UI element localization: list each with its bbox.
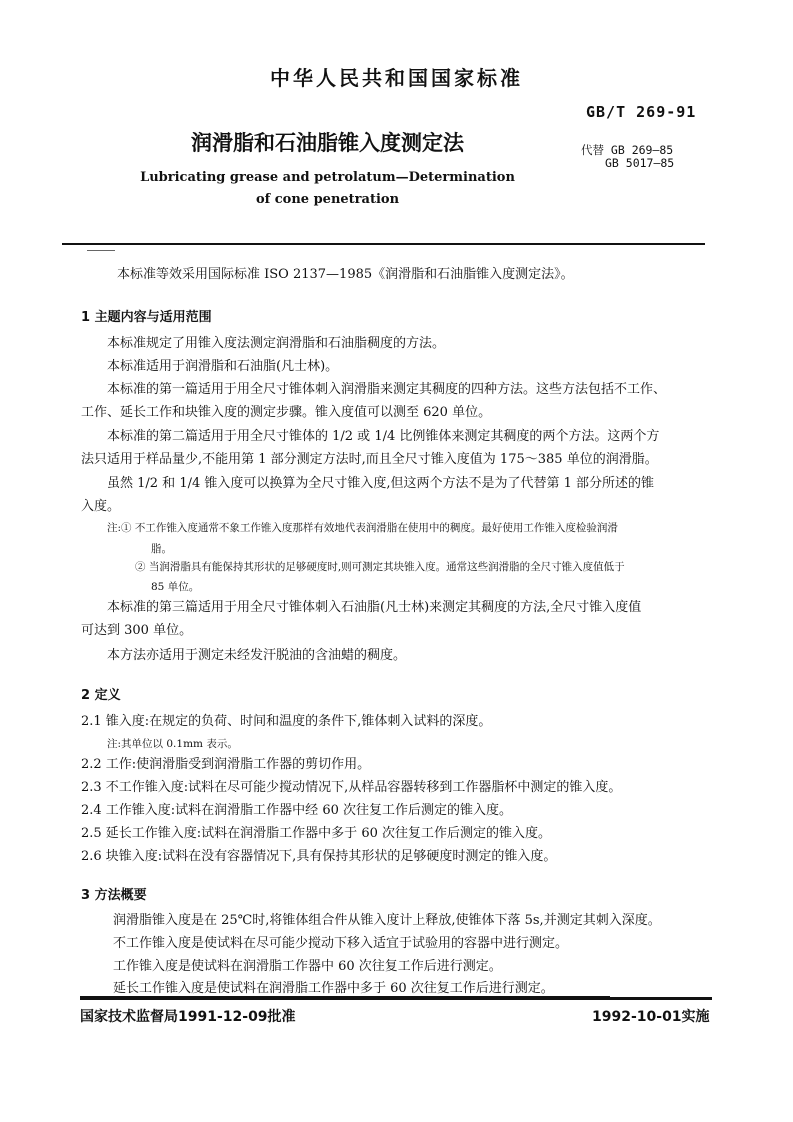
definition-2-2: 2.2 工作:使润滑脂受到润滑脂工作器的剪切作用。 (81, 757, 371, 772)
section-1-paragraph-4-line-1: 本标准的第二篇适用于用全尺寸锥体的 1/2 或 1/4 比例锥体来测定其稠度的两个方法。这两个方 (107, 429, 660, 444)
replaces-line-1: 代替 GB 269—85 (581, 143, 674, 157)
definition-2-3: 2.3 不工作锥入度:试料在尽可能少搅动情况下,从样品容器转移到工作器脂杯中测定的锥入度。 (81, 780, 622, 795)
note-2-line-2: 85 单位。 (151, 581, 200, 593)
replaces-block (581, 144, 674, 170)
intro-paragraph: 本标准等效采用国际标准 ISO 2137—1985《润滑脂和石油脂锥入度测定法》。 (117, 267, 574, 282)
replaces-line-2: GB 5017—85 (605, 156, 675, 170)
section-1-paragraph-5-line-2: 入度。 (81, 499, 121, 514)
note-1-line-1: 注:① 不工作锥入度通常不象工作锥入度那样有效地代表润滑脂在使用中的稠度。最好使用工作锥入度检验润滑 (107, 522, 618, 534)
section-1-paragraph-7: 本方法亦适用于测定未经发汗脱油的含油蜡的稠度。 (107, 648, 407, 663)
header-divider-short (87, 250, 115, 251)
section-3-heading: 3 方法概要 (81, 888, 147, 903)
section-1-paragraph-4-line-2: 法只适用于样品量少,不能用第 1 部分测定方法时,而且全尺寸锥入度值为 175～385 单位的润滑脂。 (81, 452, 658, 467)
standard-number: GB/T 269-91 (586, 103, 697, 121)
section-1-paragraph-6-line-2: 可达到 300 单位。 (81, 623, 193, 638)
section-3-paragraph-3: 工作锥入度是使试料在润滑脂工作器中 60 次往复工作后进行测定。 (113, 959, 502, 974)
section-1-paragraph-5-line-1: 虽然 1/2 和 1/4 锥入度可以换算为全尺寸锥入度,但这两个方法不是为了代替第 1 部分所述的锥 (107, 476, 655, 491)
approval-date: 国家技术监督局1991-12-09批准 (80, 1009, 296, 1025)
definition-2-1: 2.1 锥入度:在规定的负荷、时间和温度的条件下,锥体刺入试料的深度。 (81, 714, 492, 729)
document-title: 润滑脂和石油脂锥入度测定法 (191, 131, 464, 155)
section-3-paragraph-2: 不工作锥入度是使试料在尽可能少搅动下移入适宜于试验用的容器中进行测定。 (113, 936, 569, 951)
section-1-paragraph-3-line-2: 工作、延长工作和块锥入度的测定步骤。锥入度值可以测至 620 单位。 (81, 405, 492, 420)
section-1-heading: 1 主题内容与适用范围 (81, 310, 212, 325)
note-2-line-1: ② 当润滑脂具有能保持其形状的足够硬度时,则可测定其块锥入度。通常这些润滑脂的全尺寸锥入度值低于 (135, 561, 625, 573)
section-1-paragraph-6-line-1: 本标准的第三篇适用于用全尺寸锥体刺入石油脂(凡士林)来测定其稠度的方法,全尺寸锥入度值 (107, 600, 642, 615)
definition-2-5: 2.5 延长工作锥入度:试料在润滑脂工作器中多于 60 次往复工作后测定的锥入度。 (81, 826, 551, 841)
section-1-paragraph-3-line-1: 本标准的第一篇适用于用全尺寸锥体刺入润滑脂来测定其稠度的四种方法。这些方法包括不工作、 (107, 382, 667, 397)
section-3-paragraph-4: 延长工作锥入度是使试料在润滑脂工作器中多于 60 次往复工作后进行测定。 (113, 981, 554, 996)
issuing-country-title: 中华人民共和国国家标准 (270, 66, 523, 90)
definition-2-6: 2.6 块锥入度:试料在没有容器情况下,具有保持其形状的足够硬度时测定的锥入度。 (81, 849, 557, 864)
header-divider (62, 243, 705, 245)
english-title-line-2: of cone penetration (255, 192, 400, 207)
section-2-heading: 2 定义 (81, 688, 121, 703)
effective-date: 1992-10-01实施 (592, 1009, 710, 1025)
footer-divider (80, 997, 712, 1000)
english-title-line-1: Lubricating grease and petrolatum—Determination (140, 170, 515, 185)
section-1-paragraph-2: 本标准适用于润滑脂和石油脂(凡士林)。 (107, 359, 339, 374)
section-1-paragraph-1: 本标准规定了用锥入度法测定润滑脂和石油脂稠度的方法。 (107, 336, 446, 351)
definition-2-1-note: 注:其单位以 0.1mm 表示。 (107, 738, 238, 750)
section-3-paragraph-1: 润滑脂锥入度是在 25℃时,将锥体组合件从锥入度计上释放,使锥体下落 5s,并测定其刺入深度。 (113, 913, 661, 928)
note-1-line-2: 脂。 (151, 543, 172, 555)
definition-2-4: 2.4 工作锥入度:试料在润滑脂工作器中经 60 次往复工作后测定的锥入度。 (81, 803, 512, 818)
